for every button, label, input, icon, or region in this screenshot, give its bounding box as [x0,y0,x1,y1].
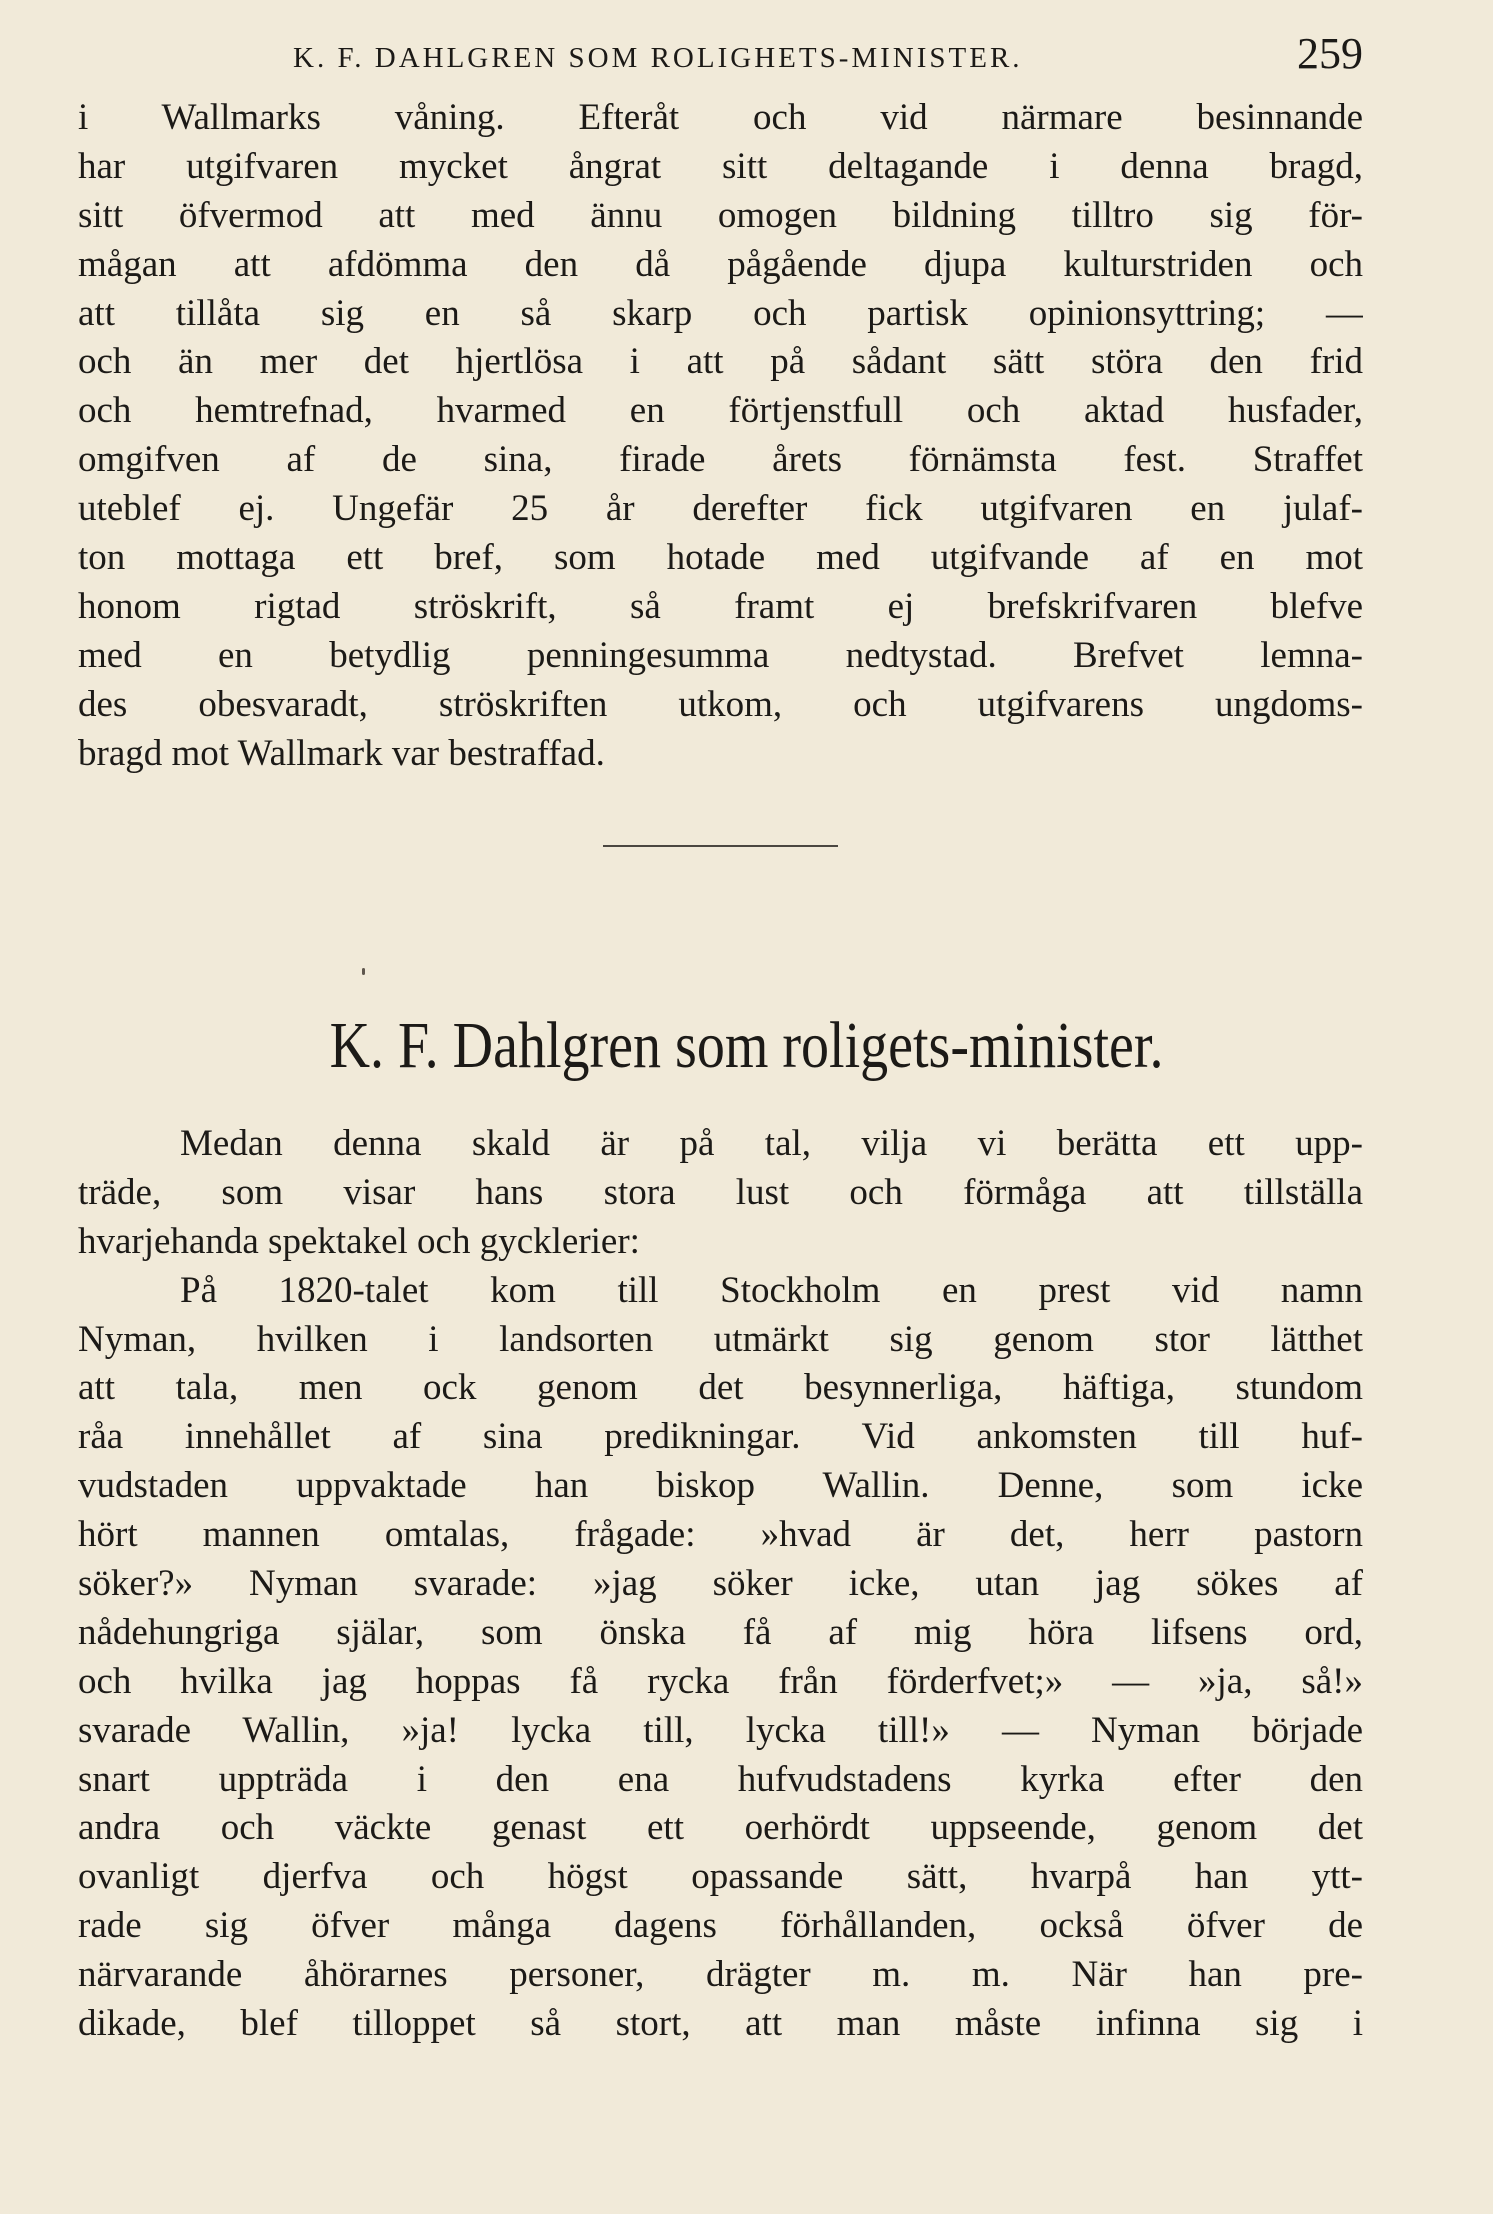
section-divider [603,845,838,847]
text-line: svarade Wallin, »ja! lycka till, lycka till!» — Nyman började [78,1709,1363,1751]
text-line: sitt öfvermod att med ännu omogen bildning tilltro sig för- [78,194,1363,236]
text-line: rade sig öfver många dagens förhållanden, också öfver de [78,1905,1363,1947]
text-line: och än mer det hjertlösa i att på sådant sätt störa den frid [78,341,1363,383]
running-header [78,28,1363,78]
text-line: träde, som visar hans stora lust och förmåga att tillställa [78,1171,1363,1213]
text-line: råa innehållet af sina predikningar. Vid ankomsten till huf- [78,1416,1363,1458]
text-line: i Wallmarks våning. Efteråt och vid närmare besinnande [78,97,1363,138]
running-title: K. F. DAHLGREN SOM ROLIGHETS-MINISTER. [293,42,1023,74]
page-number: 259 [1297,29,1363,78]
text-line: hvarjehanda spektakel och gycklerier: [78,1220,640,1262]
text-line: nådehungriga själar, som önska få af mig höra lifsens ord, [78,1611,1363,1653]
text-line: mågan att afdömma den då pågående djupa kulturstriden och [78,243,1363,285]
text-line: des obesvaradt, ströskriften utkom, och utgifvarens ungdoms- [78,683,1363,725]
text-line: På 1820-talet kom till Stockholm en prest vid namn [180,1269,1363,1311]
text-line: Nyman, hvilken i landsorten utmärkt sig genom stor lätthet [78,1318,1363,1360]
section-paragraphs [78,1120,1363,2049]
text-line: vudstaden uppvaktade han biskop Wallin. Denne, som icke [78,1465,1363,1507]
text-line: har utgifvaren mycket ångrat sitt deltagande i denna bragd, [78,145,1363,187]
preceding-paragraph [78,94,1363,778]
text-line: att tala, men ock genom det besynnerliga, häftiga, stundom [78,1367,1363,1409]
text-line: ton mottaga ett bref, som hotade med utgifvande af en mot [78,537,1363,579]
text-line: att tillåta sig en så skarp och partisk opinionsyttring; — [78,292,1363,334]
text-line: Medan denna skald är på tal, vilja vi berätta ett upp- [180,1123,1363,1164]
text-line: bragd mot Wallmark var bestraffad. [78,732,605,774]
text-line: snart uppträda i den ena hufvudstadens kyrka efter den [78,1758,1363,1800]
section-heading: K. F. Dahlgren som roligets-minister. [329,1009,1164,1083]
text-line: hört mannen omtalas, frågade: »hvad är det, herr pastorn [78,1514,1363,1556]
text-line: och hvilka jag hoppas få rycka från förderfvet;» — »ja, så!» [78,1660,1363,1702]
text-line: dikade, blef tilloppet så stort, att man måste infinna sig i [78,2003,1363,2045]
text-line: närvarande åhörarnes personer, drägter m. m. När han pre- [78,1954,1363,1996]
print-speck [362,968,365,975]
text-line: och hemtrefnad, hvarmed en förtjenstfull och aktad husfader, [78,390,1363,432]
text-line: honom rigtad ströskrift, så framt ej brefskrifvaren blefve [78,585,1363,627]
text-line: söker?» Nyman svarade: »jag söker icke, utan jag sökes af [78,1563,1363,1605]
text-line: uteblef ej. Ungefär 25 år derefter fick utgifvaren en julaf- [78,488,1363,530]
text-line: andra och väckte genast ett oerhördt uppseende, genom det [78,1807,1363,1849]
text-line: ovanligt djerfva och högst opassande sätt, hvarpå han ytt- [78,1856,1363,1898]
text-line: med en betydlig penningesumma nedtystad. Brefvet lemna- [78,634,1363,676]
text-line: omgifven af de sina, firade årets förnämsta fest. Straffet [78,439,1363,481]
